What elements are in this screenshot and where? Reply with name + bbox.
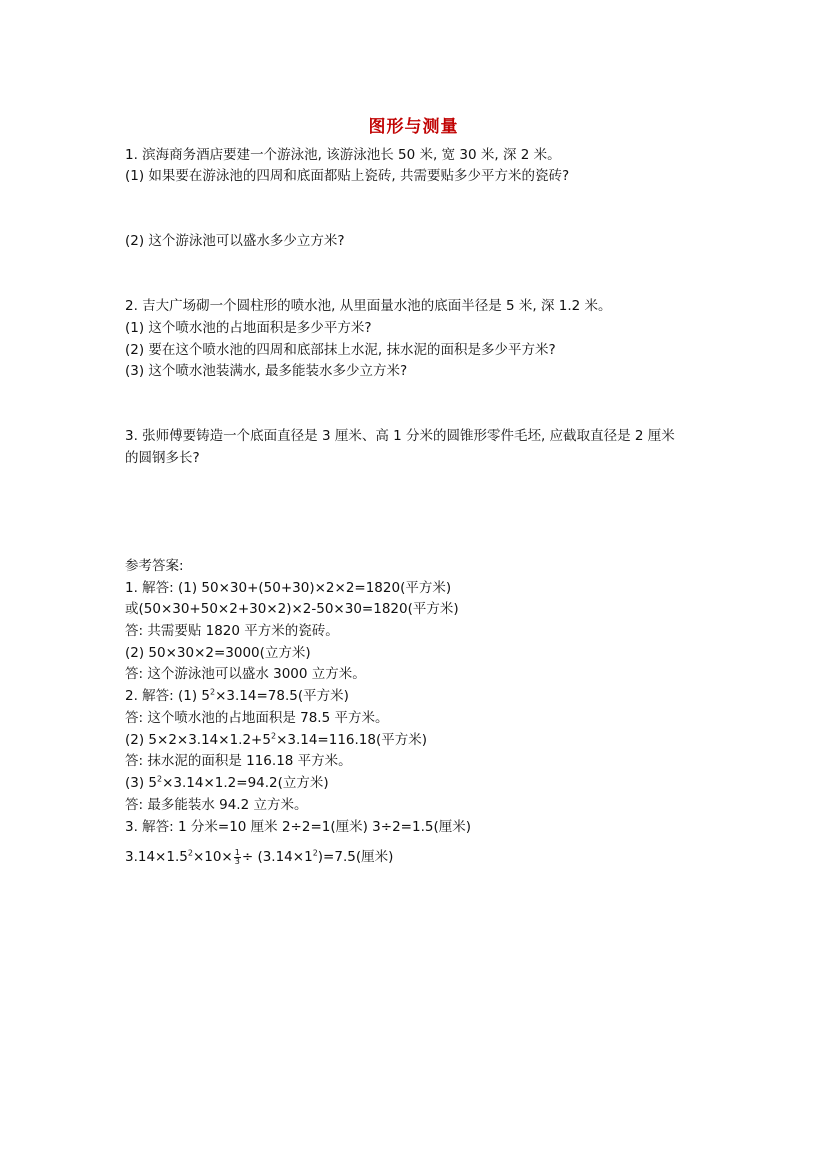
answer-2-line-5-text-end: ×3.14×1.2=94.2(立方米) (162, 775, 329, 791)
exponent: 2 (210, 687, 216, 697)
answer-3-line-2 (125, 848, 393, 866)
answer-2-line-6: 答: 最多能装水 94.2 立方米。 (125, 797, 308, 813)
answer-1-line-5: 答: 这个游泳池可以盛水 3000 立方米。 (125, 666, 366, 682)
exponent: 2 (187, 848, 193, 858)
answer-2-line-4: 答: 抹水泥的面积是 116.18 平方米。 (125, 753, 352, 769)
answer-2-line-1 (125, 687, 349, 705)
answer-2-line-1-text-end: ×3.14=78.5(平方米) (215, 688, 349, 704)
answer-2-line-3 (125, 731, 427, 749)
question-1: 1. 滨海商务酒店要建一个游泳池, 该游泳池长 50 米, 宽 30 米, 深 2 米。 (125, 147, 561, 163)
answer-2-line-1-text: 2. 解答: (1) 5 (125, 688, 211, 704)
question-2-part-3: (3) 这个喷水池装满水, 最多能装水多少立方米? (125, 363, 408, 379)
fraction-denominator: 3 (234, 856, 240, 866)
page-title: 图形与测量 (368, 117, 459, 137)
answer-2-line-3-text-end: ×3.14=116.18(平方米) (276, 732, 428, 748)
question-3-line-1: 3. 张师傅要铸造一个底面直径是 3 厘米、高 1 分米的圆锥形零件毛坯, 应截取直径是 2 厘米 (125, 428, 675, 444)
answer-3-formula-part-1: 3.14×1.5 (125, 849, 188, 865)
question-1-part-1: (1) 如果要在游泳池的四周和底面都贴上瓷砖, 共需要贴多少平方米的瓷砖? (125, 168, 570, 184)
answers-heading: 参考答案: (125, 558, 184, 574)
answer-1-line-3: 答: 共需要贴 1820 平方米的瓷砖。 (125, 623, 339, 639)
answer-2-line-3-text: (2) 5×2×3.14×1.2+5 (125, 732, 271, 748)
answer-3-line-1: 3. 解答: 1 分米=10 厘米 2÷2=1(厘米) 3÷2=1.5(厘米) (125, 819, 471, 835)
exponent: 2 (157, 774, 163, 784)
question-2: 2. 吉大广场砌一个圆柱形的喷水池, 从里面量水池的底面半径是 5 米, 深 1.2 米。 (125, 298, 612, 314)
question-2-part-1: (1) 这个喷水池的占地面积是多少平方米? (125, 320, 372, 336)
answer-1-line-4: (2) 50×30×2=3000(立方米) (125, 645, 311, 661)
answer-3-formula-part-2: ×10× (192, 849, 233, 865)
exponent: 2 (270, 731, 277, 741)
answer-3-formula-part-4: )=7.5(厘米) (317, 849, 394, 865)
fraction-one-third (234, 849, 241, 866)
fraction-numerator: 1 (234, 847, 240, 857)
answer-1-line-2: 或(50×30+50×2+30×2)×2-50×30=1820(平方米) (125, 601, 459, 617)
answer-2-line-2: 答: 这个喷水池的占地面积是 78.5 平方米。 (125, 710, 389, 726)
answer-2-line-5 (125, 774, 329, 792)
answer-2-line-5-text: (3) 5 (125, 775, 158, 791)
question-3-line-2: 的圆钢多长? (125, 450, 200, 466)
exponent: 2 (312, 848, 318, 858)
question-1-part-2: (2) 这个游泳池可以盛水多少立方米? (125, 233, 345, 249)
question-2-part-2: (2) 要在这个喷水池的四周和底部抹上水泥, 抹水泥的面积是多少平方米? (125, 342, 556, 358)
answer-3-formula-part-3: ÷ (3.14×1 (241, 849, 313, 865)
answer-1-line-1: 1. 解答: (1) 50×30+(50+30)×2×2=1820(平方米) (125, 580, 452, 596)
